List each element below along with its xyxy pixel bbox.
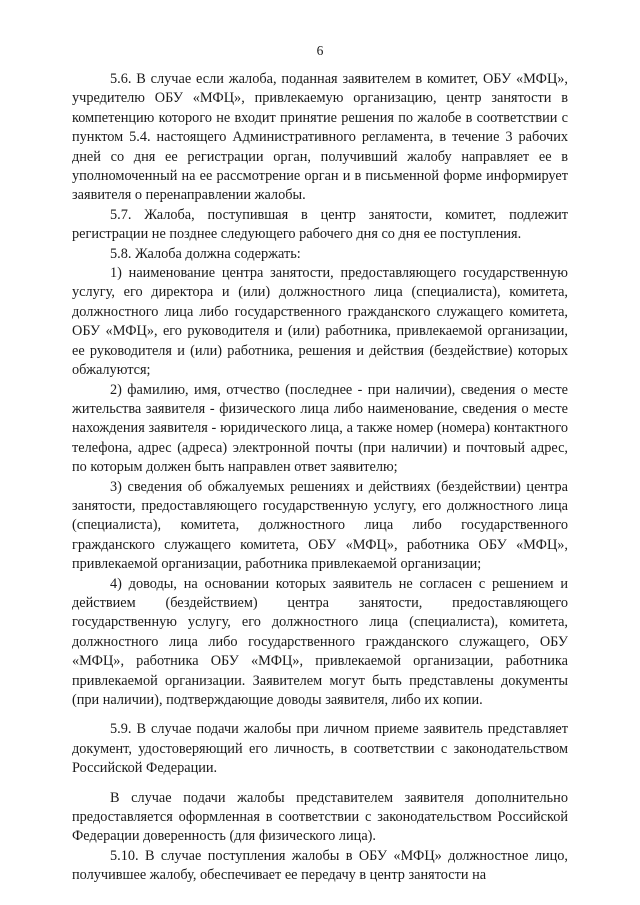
document-body <box>72 70 568 886</box>
paragraph-representative: В случае подачи жалобы представителем заявителя дополнительно предоставляется оформленная в соответствии с законодательством Российской Федерации доверенность (для физического лица). <box>72 789 568 845</box>
paragraph-5-7: 5.7. Жалоба, поступившая в центр занятости, комитет, подлежит регистрации не позднее следующего рабочего дня со дня ее поступления. <box>72 206 568 243</box>
page-number: 6 <box>316 43 324 58</box>
list-item-2: 2) фамилию, имя, отчество (последнее - при наличии), сведения о месте жительства заявителя - физического лица либо наименование, сведения о месте нахождения заявителя - юридического лица, а также номер (номера) контактного телефона, адрес (адреса) электронной почты (при наличии) и почтовый адрес, по которым должен быть направлен ответ заявителю; <box>72 381 568 476</box>
list-item-1: 1) наименование центра занятости, предоставляющего государственную услугу, его директора и (или) должностного лица (специалиста), комитета, должностного лица либо государственного гражданского служащего комитета, ОБУ «МФЦ», его руководителя и (или) работника, привлекаемой организации, ее руководителя и (или) работника, решения и действия (бездействие) которых обжалуются; <box>72 265 568 379</box>
paragraph-5-8: 5.8. Жалоба должна содержать: <box>110 245 301 262</box>
paragraph-5-9: 5.9. В случае подачи жалобы при личном приеме заявитель представляет документ, удостоверяющий его личность, в соответствии с законодательством Российской Федерации. <box>72 721 568 777</box>
paragraph-5-6: 5.6. В случае если жалоба, поданная заявителем в комитет, ОБУ «МФЦ», учредителю ОБУ «МФЦ», привлекаемую организацию, центр занятости в компетенцию которого не входит принятие решения по жалобе в соответствии с пунктом 5.4. настоящего Административного регламента, в течение 3 рабочих дней со дня ее регистрации орган, получивший жалобу направляет ее в уполномоченный на ее рассмотрение орган и в письменной форме информирует заявителя о перенаправлении жалобы. <box>72 71 568 204</box>
list-item-4: 4) доводы, на основании которых заявитель не согласен с решением и действием (бездействием) центра занятости, предоставляющего государственную услугу, его должностного лица (специалиста), комитета, должностного лица либо государственного гражданского служащего, ОБУ «МФЦ», работника ОБУ «МФЦ», привлекаемой организации, работника привлекаемой организации. Заявителем могут быть представлены документы (при наличии), подтверждающие доводы заявителя, либо их копии. <box>72 575 568 708</box>
list-item-3: 3) сведения об обжалуемых решениях и действиях (бездействии) центра занятости, предоставляющего государственную услугу, его должностного лица (специалиста), комитета, должностного лица либо государственного гражданского служащего комитета, ОБУ «МФЦ», работника ОБУ «МФЦ», привлекаемой организации, работника привлекаемой организации; <box>72 478 568 573</box>
paragraph-5-10: 5.10. В случае поступления жалобы в ОБУ «МФЦ» должностное лицо, получившее жалобу, обеспечивает ее передачу в центр занятости на <box>72 847 568 884</box>
